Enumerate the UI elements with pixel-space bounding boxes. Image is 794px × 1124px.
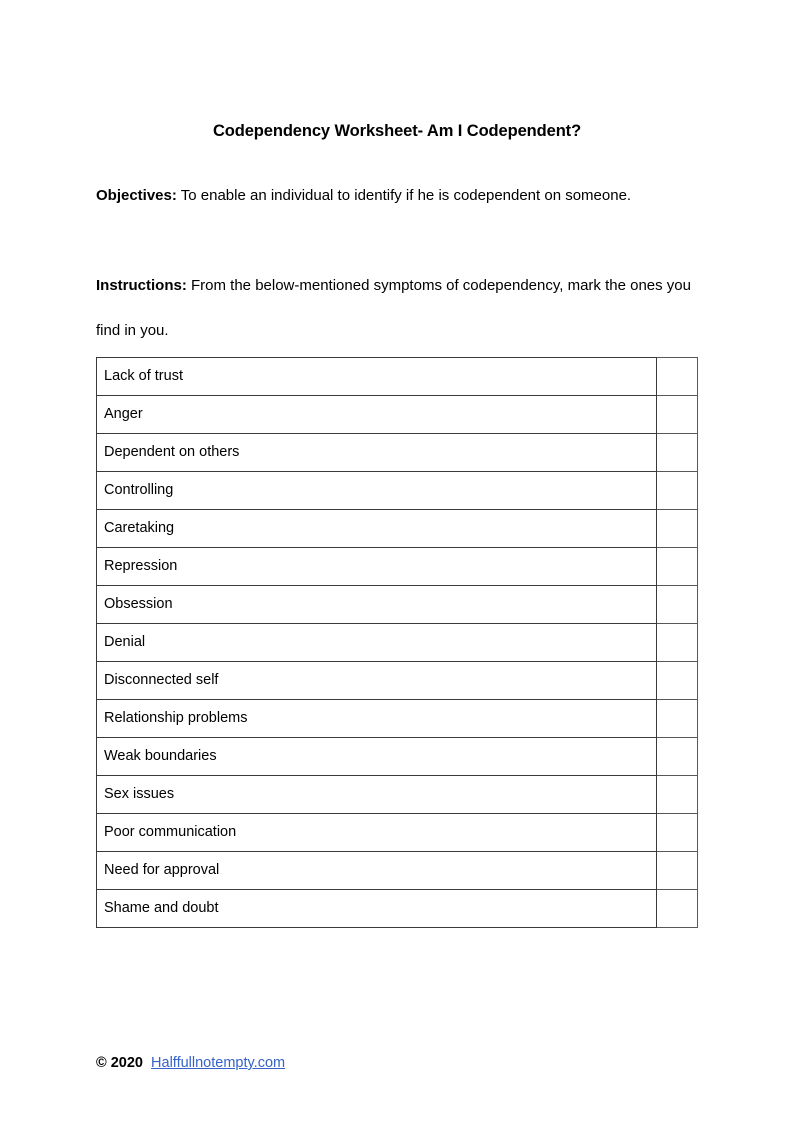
symptom-label: Poor communication — [97, 814, 657, 852]
table-row — [97, 662, 698, 700]
symptom-mark-box[interactable] — [657, 776, 698, 814]
instructions-label: Instructions: — [96, 277, 187, 294]
symptom-mark-box[interactable] — [657, 396, 698, 434]
symptom-mark-box[interactable] — [657, 624, 698, 662]
instructions-text: From the below-mentioned symptoms of codependency, mark the ones you find in you. — [96, 277, 691, 339]
table-row — [97, 738, 698, 776]
symptoms-checklist-table — [96, 357, 698, 928]
symptom-mark-box[interactable] — [657, 510, 698, 548]
table-row — [97, 814, 698, 852]
page-title: Codependency Worksheet- Am I Codependent? — [212, 122, 582, 140]
symptom-label: Lack of trust — [97, 358, 657, 396]
symptom-mark-box[interactable] — [657, 814, 698, 852]
website-link[interactable]: Halffullnotempty.com — [151, 1055, 286, 1071]
copyright-text: © 2020 — [96, 1055, 143, 1071]
symptoms-table-body — [97, 358, 698, 928]
symptom-label: Obsession — [97, 586, 657, 624]
symptom-label: Controlling — [97, 472, 657, 510]
symptom-mark-box[interactable] — [657, 358, 698, 396]
table-row — [97, 358, 698, 396]
table-row — [97, 700, 698, 738]
table-row — [97, 548, 698, 586]
symptom-mark-box[interactable] — [657, 738, 698, 776]
symptom-mark-box[interactable] — [657, 700, 698, 738]
table-row — [97, 776, 698, 814]
table-row — [97, 434, 698, 472]
symptom-label: Dependent on others — [97, 434, 657, 472]
objectives-paragraph — [96, 173, 696, 218]
symptom-mark-box[interactable] — [657, 890, 698, 928]
symptom-mark-box[interactable] — [657, 586, 698, 624]
symptom-mark-box[interactable] — [657, 472, 698, 510]
symptom-label: Disconnected self — [97, 662, 657, 700]
symptom-mark-box[interactable] — [657, 662, 698, 700]
symptom-label: Repression — [97, 548, 657, 586]
symptom-mark-box[interactable] — [657, 434, 698, 472]
symptom-label: Caretaking — [97, 510, 657, 548]
objectives-label: Objectives: — [96, 187, 177, 204]
symptom-label: Denial — [97, 624, 657, 662]
symptom-label: Sex issues — [97, 776, 657, 814]
table-row — [97, 472, 698, 510]
symptom-mark-box[interactable] — [657, 548, 698, 586]
table-row — [97, 890, 698, 928]
symptom-label: Relationship problems — [97, 700, 657, 738]
table-row — [97, 586, 698, 624]
table-row — [97, 624, 698, 662]
page-footer — [96, 1051, 285, 1075]
symptom-label: Anger — [97, 396, 657, 434]
symptom-mark-box[interactable] — [657, 852, 698, 890]
instructions-paragraph — [96, 263, 696, 353]
table-row — [97, 396, 698, 434]
table-row — [97, 852, 698, 890]
objectives-text: To enable an individual to identify if he is codependent on someone. — [176, 187, 632, 204]
symptom-label: Weak boundaries — [97, 738, 657, 776]
table-row — [97, 510, 698, 548]
symptom-label: Need for approval — [97, 852, 657, 890]
symptom-label: Shame and doubt — [97, 890, 657, 928]
